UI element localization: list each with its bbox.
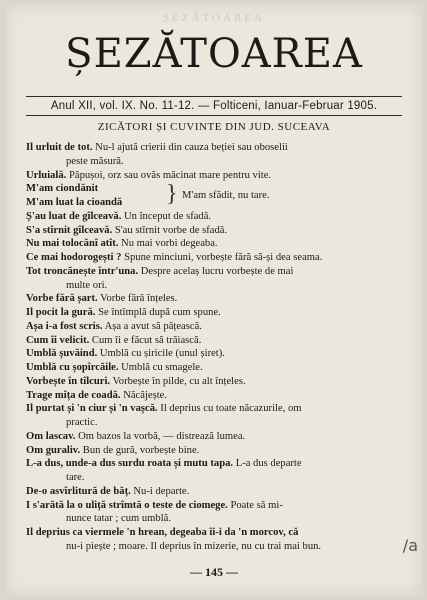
brace-glyph: } bbox=[166, 181, 178, 208]
show-through-text: ȘEZĂTOAREA bbox=[163, 12, 265, 24]
entry: Il purtat și 'n ciur și 'n vașcă. Il deprius cu toate năcazurile, om practic. bbox=[26, 403, 302, 428]
entry: Ș'au luat de gîlceavă. Un început de sfadă. bbox=[26, 210, 212, 222]
issue-line: Anul XII, vol. IX. No. 11-12. — Folticeni, Ianuar-Februar 1905. bbox=[50, 100, 378, 112]
entry: Il deprius ca viermele 'n hrean, degeaba îi-i da 'n morcov, că nu-i piește ; moare. Il deprius în mizerie, nu cu trai mai bun. bbox=[26, 527, 322, 552]
section-title: ZICĂTORI ȘI CUVINTE DIN JUD. SUCEAVA bbox=[97, 121, 331, 133]
entry: Om lascav. Om bazos la vorbă, — distrează lumea. bbox=[26, 430, 246, 442]
brace-term-1: M'am ciondănit bbox=[26, 183, 99, 195]
entry: Tot troncănește într'una. Despre acelaș lucru vorbește de mai multe ori. bbox=[26, 265, 294, 291]
bottom-rule bbox=[26, 115, 402, 116]
entry: I s'arătă la o uliță strîmtă o teste de ciomege. Poate să mi- nunce tatar ; cum umblă. bbox=[26, 499, 283, 525]
entry: Om guraliv. Bun de gură, vorbește bine. bbox=[26, 444, 200, 456]
entry: Trage mîța de coadă. Năcăjește. bbox=[26, 389, 168, 401]
brace-entry bbox=[26, 182, 404, 210]
entry: Vorbe fără șart. Vorbe fără înțeles. bbox=[26, 293, 178, 305]
entry: L-a dus, unde-a dus surdu roata și mutu tapa. L-a dus departe tare. bbox=[26, 458, 302, 483]
top-rule bbox=[26, 96, 402, 97]
entry: De-o asvîrlitură de băț. Nu-i departe. bbox=[26, 485, 190, 497]
margin-annotation: /a bbox=[402, 536, 418, 555]
brace-term-2: M'am luat la cioandă bbox=[26, 197, 123, 208]
page-number: — 145 — bbox=[190, 565, 238, 579]
entry: Il urluit de tot. Nu-l ajută crierii din cauza beției sau oboselii peste măsură. bbox=[26, 142, 288, 167]
brace-definition: M'am sfădit, nu tare. bbox=[182, 190, 270, 202]
entry: Vorbește în tîlcuri. Vorbește în pilde, cu alt înțeles. bbox=[26, 375, 246, 387]
entry: S'a stîrnit gîlceavă. S'au stîrnit vorbe de sfadă. bbox=[26, 224, 228, 236]
entry: Așa i-a fost scris. Așa a avut să pățească. bbox=[26, 320, 202, 332]
entry: Ce mai hodorogești ? Spune minciuni, vorbește fără să-și dea seama. bbox=[26, 252, 323, 263]
entry: Il pocit la gură. Se întîmplă după cum spune. bbox=[26, 307, 221, 318]
journal-title: ȘEZĂTOAREA bbox=[65, 31, 363, 77]
entries-list bbox=[26, 141, 404, 554]
entry: Umblă cu șopîrcăile. Umblă cu smagele. bbox=[26, 362, 203, 373]
scanned-page bbox=[6, 4, 422, 596]
entry: Urluială. Păpușoi, orz sau ovăs măcinat mare pentru vite. bbox=[26, 169, 272, 181]
entry: Nu mai tolocănî atît. Nu mai vorbi degeaba. bbox=[26, 238, 218, 250]
entry: Cum îi velicit. Cum îi e făcut să trăiască. bbox=[26, 334, 202, 346]
entry: Umblă șuvăind. Umblă cu șiricile (unul șiret). bbox=[26, 348, 225, 360]
